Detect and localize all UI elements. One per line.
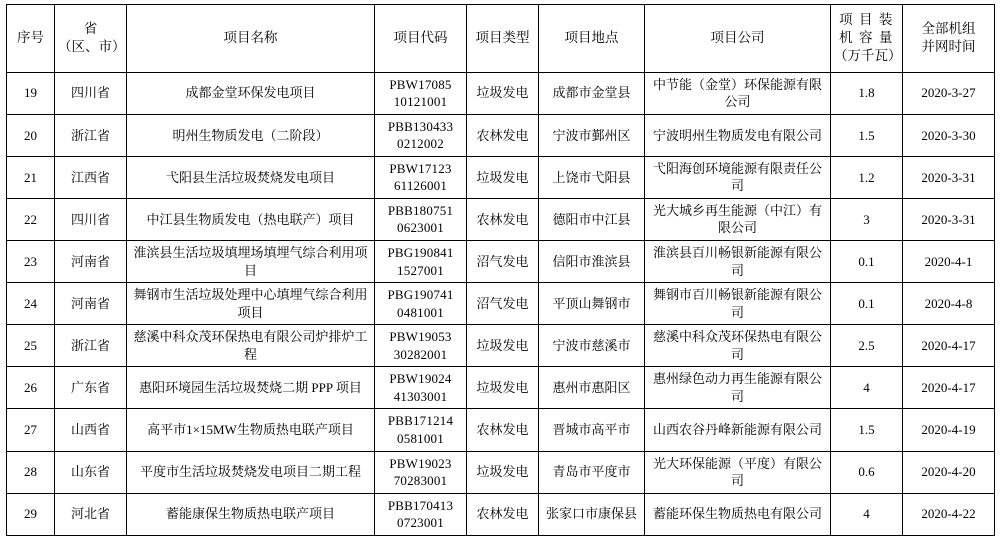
column-header-project-company-label: 项目公司 bbox=[710, 30, 765, 46]
cell-province: 山西省 bbox=[55, 409, 127, 451]
table-row bbox=[7, 451, 995, 493]
column-header-province-label: 省 bbox=[83, 21, 98, 37]
cell-project-code: PBW17085 10121001 bbox=[375, 72, 467, 114]
table-row bbox=[7, 114, 995, 156]
cell-seq: 20 bbox=[7, 114, 55, 156]
column-header-capacity bbox=[831, 5, 903, 73]
column-header-capacity-sublabel: 机 容 量 bbox=[839, 30, 894, 46]
column-header-project-place-label: 项目地点 bbox=[564, 30, 619, 46]
column-header-project-code bbox=[375, 5, 467, 73]
cell-project-place: 平顶山舞钢市 bbox=[539, 283, 645, 325]
cell-province: 四川省 bbox=[55, 198, 127, 240]
table-row bbox=[7, 198, 995, 240]
cell-project-name: 慈溪中科众茂环保热电有限公司炉排炉工程 bbox=[127, 325, 375, 367]
cell-capacity: 0.6 bbox=[831, 451, 903, 493]
column-header-project-place bbox=[539, 5, 645, 73]
cell-seq: 24 bbox=[7, 283, 55, 325]
cell-project-place: 信阳市淮滨县 bbox=[539, 241, 645, 283]
cell-project-place: 张家口市康保县 bbox=[539, 493, 645, 535]
cell-seq: 29 bbox=[7, 493, 55, 535]
cell-capacity: 2.5 bbox=[831, 325, 903, 367]
cell-project-company: 宁波明州生物质发电有限公司 bbox=[645, 114, 831, 156]
table-row bbox=[7, 72, 995, 114]
cell-project-type: 沼气发电 bbox=[467, 283, 539, 325]
cell-project-company: 光大城乡再生能源（中江）有限公司 bbox=[645, 198, 831, 240]
column-header-project-name-label: 项目名称 bbox=[223, 30, 278, 46]
cell-project-place: 晋城市高平市 bbox=[539, 409, 645, 451]
column-header-project-type-label: 项目类型 bbox=[475, 30, 530, 46]
cell-capacity: 1.8 bbox=[831, 72, 903, 114]
column-header-project-type bbox=[467, 5, 539, 73]
cell-project-name: 平度市生活垃圾焚烧发电项目二期工程 bbox=[127, 451, 375, 493]
column-header-capacity-unit: （万千瓦） bbox=[834, 48, 902, 64]
cell-project-code: PBW19023 70283001 bbox=[375, 451, 467, 493]
cell-project-place: 宁波市慈溪市 bbox=[539, 325, 645, 367]
column-header-grid-date bbox=[903, 5, 995, 73]
cell-project-company: 中节能（金堂）环保能源有限公司 bbox=[645, 72, 831, 114]
cell-project-name: 蓄能康保生物质热电联产项目 bbox=[127, 493, 375, 535]
cell-project-place: 青岛市平度市 bbox=[539, 451, 645, 493]
cell-project-place: 宁波市鄞州区 bbox=[539, 114, 645, 156]
column-header-grid-date-sublabel: 并网时间 bbox=[921, 39, 976, 55]
cell-grid-date: 2020-4-20 bbox=[903, 451, 995, 493]
cell-project-name: 淮滨县生活垃圾填埋场填埋气综合利用项目 bbox=[127, 241, 375, 283]
cell-project-type: 垃圾发电 bbox=[467, 325, 539, 367]
table-row bbox=[7, 493, 995, 535]
cell-seq: 28 bbox=[7, 451, 55, 493]
cell-project-name: 舞钢市生活垃圾处理中心填埋气综合利用项目 bbox=[127, 283, 375, 325]
cell-province: 浙江省 bbox=[55, 114, 127, 156]
column-header-project-name bbox=[127, 5, 375, 73]
cell-capacity: 1.2 bbox=[831, 156, 903, 198]
column-header-project-code-label: 项目代码 bbox=[393, 30, 448, 46]
cell-project-company: 山西农谷丹峰新能源有限公司 bbox=[645, 409, 831, 451]
table-body bbox=[7, 72, 995, 535]
cell-project-code: PBB170413 0723001 bbox=[375, 493, 467, 535]
cell-project-code: PBB130433 0212002 bbox=[375, 114, 467, 156]
cell-project-type: 沼气发电 bbox=[467, 241, 539, 283]
cell-project-company: 淮滨县百川畅银新能源有限公司 bbox=[645, 241, 831, 283]
cell-capacity: 0.1 bbox=[831, 241, 903, 283]
cell-project-name: 惠阳环境园生活垃圾焚烧二期 PPP 项目 bbox=[127, 367, 375, 409]
cell-project-code: PBW17123 61126001 bbox=[375, 156, 467, 198]
cell-province: 四川省 bbox=[55, 72, 127, 114]
cell-project-name: 明州生物质发电（二阶段） bbox=[127, 114, 375, 156]
cell-province: 广东省 bbox=[55, 367, 127, 409]
cell-project-place: 成都市金堂县 bbox=[539, 72, 645, 114]
cell-project-company: 舞钢市百川畅银新能源有限公司 bbox=[645, 283, 831, 325]
cell-grid-date: 2020-4-1 bbox=[903, 241, 995, 283]
cell-project-company: 蓄能环保生物质热电有限公司 bbox=[645, 493, 831, 535]
cell-project-company: 弋阳海创环境能源有限责任公司 bbox=[645, 156, 831, 198]
cell-project-place: 德阳市中江县 bbox=[539, 198, 645, 240]
cell-capacity: 3 bbox=[831, 198, 903, 240]
cell-project-name: 成都金堂环保发电项目 bbox=[127, 72, 375, 114]
cell-grid-date: 2020-3-30 bbox=[903, 114, 995, 156]
cell-project-type: 农林发电 bbox=[467, 493, 539, 535]
column-header-seq-label: 序号 bbox=[17, 30, 44, 46]
cell-project-type: 农林发电 bbox=[467, 114, 539, 156]
cell-project-code: PBB180751 0623001 bbox=[375, 198, 467, 240]
table-row bbox=[7, 241, 995, 283]
table-row bbox=[7, 367, 995, 409]
cell-seq: 22 bbox=[7, 198, 55, 240]
cell-seq: 27 bbox=[7, 409, 55, 451]
column-header-project-company bbox=[645, 5, 831, 73]
cell-capacity: 1.5 bbox=[831, 409, 903, 451]
cell-grid-date: 2020-3-27 bbox=[903, 72, 995, 114]
table-row bbox=[7, 325, 995, 367]
cell-project-type: 垃圾发电 bbox=[467, 451, 539, 493]
cell-grid-date: 2020-3-31 bbox=[903, 198, 995, 240]
cell-capacity: 4 bbox=[831, 493, 903, 535]
table-header bbox=[7, 5, 995, 73]
cell-grid-date: 2020-3-31 bbox=[903, 156, 995, 198]
cell-province: 浙江省 bbox=[55, 325, 127, 367]
cell-province: 河南省 bbox=[55, 241, 127, 283]
cell-province: 河北省 bbox=[55, 493, 127, 535]
cell-grid-date: 2020-4-17 bbox=[903, 367, 995, 409]
cell-project-place: 上饶市弋阳县 bbox=[539, 156, 645, 198]
header-row bbox=[7, 5, 995, 73]
cell-project-type: 农林发电 bbox=[467, 198, 539, 240]
cell-project-name: 高平市1×15MW生物质热电联产项目 bbox=[127, 409, 375, 451]
cell-project-name: 弋阳县生活垃圾焚烧发电项目 bbox=[127, 156, 375, 198]
cell-grid-date: 2020-4-22 bbox=[903, 493, 995, 535]
cell-project-code: PBW19024 41303001 bbox=[375, 367, 467, 409]
cell-province: 山东省 bbox=[55, 451, 127, 493]
cell-province: 河南省 bbox=[55, 283, 127, 325]
column-header-capacity-label: 项 目 装 bbox=[839, 12, 894, 27]
column-header-seq bbox=[7, 5, 55, 73]
project-table bbox=[6, 4, 995, 536]
cell-capacity: 0.1 bbox=[831, 283, 903, 325]
cell-capacity: 1.5 bbox=[831, 114, 903, 156]
cell-seq: 25 bbox=[7, 325, 55, 367]
column-header-grid-date-label: 全部机组 bbox=[921, 21, 976, 37]
table-row bbox=[7, 156, 995, 198]
cell-province: 江西省 bbox=[55, 156, 127, 198]
column-header-province-sublabel: （区、市） bbox=[58, 39, 126, 55]
cell-project-code: PBG190841 1527001 bbox=[375, 241, 467, 283]
cell-seq: 19 bbox=[7, 72, 55, 114]
cell-project-place: 惠州市惠阳区 bbox=[539, 367, 645, 409]
column-header-province bbox=[55, 5, 127, 73]
cell-project-type: 垃圾发电 bbox=[467, 156, 539, 198]
cell-seq: 21 bbox=[7, 156, 55, 198]
table-row bbox=[7, 409, 995, 451]
cell-project-type: 农林发电 bbox=[467, 409, 539, 451]
cell-project-company: 慈溪中科众茂环保热电有限公司 bbox=[645, 325, 831, 367]
cell-seq: 26 bbox=[7, 367, 55, 409]
cell-project-code: PBB171214 0581001 bbox=[375, 409, 467, 451]
cell-project-name: 中江县生物质发电（热电联产）项目 bbox=[127, 198, 375, 240]
cell-project-code: PBG190741 0481001 bbox=[375, 283, 467, 325]
table-row bbox=[7, 283, 995, 325]
cell-project-type: 垃圾发电 bbox=[467, 72, 539, 114]
cell-grid-date: 2020-4-17 bbox=[903, 325, 995, 367]
cell-project-company: 光大环保能源（平度）有限公司 bbox=[645, 451, 831, 493]
cell-grid-date: 2020-4-8 bbox=[903, 283, 995, 325]
cell-project-company: 惠州绿色动力再生能源有限公司 bbox=[645, 367, 831, 409]
cell-capacity: 4 bbox=[831, 367, 903, 409]
cell-seq: 23 bbox=[7, 241, 55, 283]
cell-grid-date: 2020-4-19 bbox=[903, 409, 995, 451]
cell-project-type: 垃圾发电 bbox=[467, 367, 539, 409]
cell-project-code: PBW19053 30282001 bbox=[375, 325, 467, 367]
